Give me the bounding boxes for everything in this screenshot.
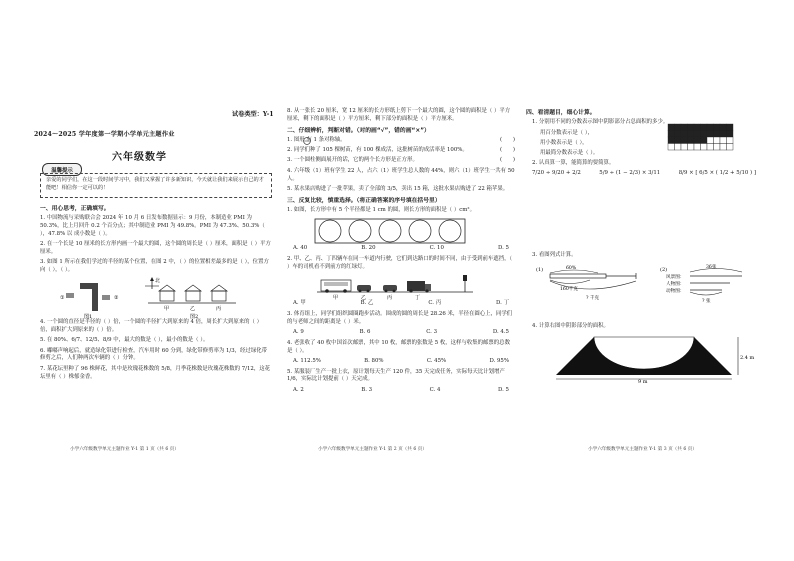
grid-cell [707, 143, 714, 150]
choice-5-options [287, 387, 515, 395]
exam-type: 试卷类型：Y-1 [232, 111, 274, 118]
choice-1-a[interactable]: A. 40 [293, 245, 308, 252]
trapezoid-semicircle-svg [526, 333, 766, 383]
grid-cell [694, 137, 701, 144]
grid-cell [668, 124, 675, 131]
judge-2-text: 2. 同学们种了 105 棵树苗，有 100 棵成活，这批树苗的成活率是 100%。 [287, 147, 468, 154]
calc-4: 4. 计算右图中阴影部分的面积。 [532, 322, 609, 329]
choice-5-a[interactable]: A. 2 [293, 386, 304, 393]
choice-1: 1. 如图，长方形中有 5 个半径都是 1 cm 的圆，则长方形的面积是（ ）cm²。 [287, 206, 475, 213]
section-4-title: 四、看清题目，细心计算。 [526, 110, 596, 116]
grid-cell [675, 137, 682, 144]
choice-3-c[interactable]: C. 3 [426, 328, 438, 335]
grid-cell [688, 130, 695, 137]
fig-caption-2: 图2 [190, 314, 199, 320]
calc-2-expr-2: 5/9 ÷ (1 − 2/3) × 3/11 [599, 170, 661, 177]
question-1-7: 7. 某花坛里种了 96 株鲜花，其中是玫瑰花株数的 5/8，月季花株数是玫瑰花株数的 7/12，这花坛里有（ ）株郁金香。 [40, 365, 271, 380]
choice-3-a[interactable]: A. 9 [293, 328, 304, 335]
choice-1-b[interactable]: B. 20 [361, 245, 376, 252]
choice-5-c[interactable]: C. 4 [429, 386, 441, 393]
exam-title: 2024～2025 学年度第一学期小学单元主题作业 [34, 131, 175, 138]
grid-cell [720, 124, 727, 131]
grid-cell [720, 143, 727, 150]
tip-badge: 温馨提示 [42, 163, 82, 176]
calc-2-exprs [526, 170, 766, 178]
choice-4-a[interactable]: A. 112.5% [293, 357, 321, 364]
grid-cell [675, 124, 682, 131]
choice-3-d[interactable]: D. 4.5 [492, 328, 509, 335]
q3b-label: (2) [660, 266, 668, 273]
figure-five-circles [287, 217, 515, 245]
figure-direction [40, 277, 272, 319]
page-1 [40, 202, 272, 384]
choice-3: 3. 体育组上，同学们组织圆圈跑步活动。围成的圆的周长是 28.26 米，半径在圆心上，同学们的与老师之间的距离是（ ）米。 [287, 310, 513, 325]
choice-4-d[interactable]: D. 95% [489, 357, 509, 364]
choice-1-c[interactable]: C. 10 [429, 245, 444, 252]
circle-symbol-icon [301, 137, 313, 145]
grid-cell [701, 137, 708, 144]
choice-2-b[interactable]: B. 乙 [360, 300, 374, 307]
figure-cars [287, 274, 515, 300]
choice-2-d[interactable]: D. 丁 [496, 300, 509, 307]
choice-5: 5. 某服装厂生产一批上衣，原计划每天生产 120 件，35 天完成任务，实际每天比计划增产 1/6，实际比计划提前（ ）天完成。 [287, 368, 505, 383]
calc-1-lines [526, 130, 666, 161]
grid-cell [714, 130, 721, 137]
north-label: 北 [155, 278, 161, 285]
q3b-row-1: 风景图： [666, 274, 685, 280]
choice-5-d[interactable]: D. 5 [497, 386, 509, 393]
grid-cell [681, 124, 688, 131]
question-1-1: 1. 中国物流与采购联合会 2024 年 10 月 6 日发布数据显示：9 月份，本制造业 PMI 为 50.3%，比上月回升 0.2 个百分点；其中制造业 PMI 为 49.8%。PMI 为 47.3%、50.3%（ ），47.8% 以 成小数是（ ）。 [40, 215, 265, 238]
choice-2-a[interactable]: A. 甲 [293, 300, 306, 307]
grid-cell [727, 130, 734, 137]
grid-cell [688, 124, 695, 131]
calc-1-line-1: 用百分数表示是（ ）， [540, 129, 593, 136]
grid-cell [675, 143, 682, 150]
judge-1-text: 1. 图形 有 1 条对称轴。 [287, 137, 346, 144]
calc-2: 2. 认真算一算，能简算的要简算。 [532, 160, 615, 167]
q3b-question: ? 张 [702, 298, 711, 303]
car-yi: 乙 [361, 295, 367, 301]
question-1-6: 6. 嘟嘟声响起后，就造绿化带进行检查，汽车用时 60 分到，绿化带修剪率为 1/3，经过绿化带修剪之后，人们种两次车辆的（ ）分钟。 [40, 347, 267, 362]
grid-cell [694, 130, 701, 137]
judge-3: 3. 一个圆柱侧面展开的话，它的两个长方形是正方形。 ( ) [287, 157, 515, 164]
grid-cell [681, 143, 688, 150]
calc-2-expr-3: 8/9 × [ 6/5 × ( 1/2 + 5/10 ) ] [678, 170, 756, 177]
grid-cell [688, 137, 695, 144]
choice-4: 4. 老张收了 40 枚中国首次邮票，其中 10 枚，邮票的张数是 5 枚，这样与收集的邮票的总数是（ ）。 [287, 339, 510, 354]
section-2-title: 二、仔细辨析，判断对错。（对的画“√”，错的画“×”） [287, 127, 430, 134]
grid-cell [668, 137, 675, 144]
grid-cell [707, 130, 714, 137]
dim-base: 9 m [638, 378, 648, 383]
tip-box: 亲爱的同学们，在这一段时间学习中，我们又掌握了许多新知识，今天就让我们来展示自己的才能吧！相信你一定可以的！ [40, 173, 272, 198]
figure-trapezoid [526, 333, 766, 383]
five-circles-svg [287, 217, 515, 245]
grid-shading-figure [666, 122, 736, 152]
grid-cell [727, 143, 734, 150]
question-1-5: 5. 在 80%、6/7、12/5、8/9 中，最大的数是（ ），最小的数是（ ）。 [40, 337, 209, 344]
figure-line-segments [526, 263, 766, 303]
footer-page-3: 小学六年级数学单元主题作业 Y-1 第 3 页（共 6 页） [588, 447, 697, 452]
choice-5-b[interactable]: B. 3 [361, 386, 373, 393]
grid-cell [668, 143, 675, 150]
judge-2: 2. 同学们种了 105 棵树苗，有 100 棵成活，这批树苗的成活率是 100%。 ( ) [287, 147, 515, 154]
page-2 [287, 108, 515, 398]
choice-2-options [287, 300, 515, 308]
grid-cell [694, 143, 701, 150]
grid-cell [675, 130, 682, 137]
grid-cell [701, 124, 708, 131]
question-1-4: 4. 一个圆的直径是半径的（ ）倍，一个圆的半径扩大到原来的 4 倍，周长扩大到原来的（ ）倍，面积扩大到原来的（ ）倍。 [40, 319, 262, 334]
cars-svg [287, 274, 515, 300]
house-jia: 甲 [164, 306, 170, 313]
q3a-pct: 60% [566, 265, 577, 271]
grid-cell [727, 137, 734, 144]
dim-height: 2.4 m [740, 354, 755, 361]
calc-1-line-2: 用小数表示是（ ）， [540, 139, 588, 146]
calc-2-expr-1: 7/20 ÷ 9/20 + 2/2 [532, 170, 581, 177]
choice-2: 2. 甲、乙、丙、丁四辆车在同一车道内行驶，它们到达路口的时间不同，由于受到前车遮挡，（ ）车的司机看不到前方的红绿灯。 [287, 256, 513, 270]
question-1-3: 3. 如图 1 所示在我们学过的半径的某个位置，在图 2 中，（ ）的位置相差最多的是（ ），位置方向（ ），（ ）。 [40, 259, 269, 274]
grid-cell [707, 124, 714, 131]
judge-1: 1. 图形 有 1 条对称轴。 ( ) [287, 137, 515, 144]
calc-1: 1. 分别用不同的分数表示图中阴影部分占总面积的多少。 [532, 119, 669, 126]
choice-3-options [287, 329, 515, 337]
judge-4: 4. 六年级（1）班有学生 22 人，占六（1）班学生总人数的 44%，则六（1）班学生一共有 50 人。 [287, 167, 515, 182]
calc-1-body [526, 130, 766, 161]
grid-cell [681, 137, 688, 144]
car-jia: 甲 [333, 295, 339, 301]
grid-cell [707, 137, 714, 144]
calc-1-line-3: 用最简分数表示是（ ）。 [540, 150, 599, 157]
choice-4-c[interactable]: C. 45% [426, 357, 447, 364]
q3a-label: (1) [536, 266, 544, 273]
grid-cell [720, 137, 727, 144]
house-yi: 乙 [190, 306, 196, 313]
grid-cell [668, 130, 675, 137]
q3b-total: 36张 [706, 264, 717, 270]
fig-caption-1: 图1 [84, 314, 93, 320]
grid-cell [688, 143, 695, 150]
grid-cell [681, 130, 688, 137]
grid-cell [701, 130, 708, 137]
choice-2-c[interactable]: C. 丙 [428, 300, 442, 307]
footer-page-1: 小学六年级数学单元主题作业 Y-1 第 1 页（共 6 页） [70, 447, 179, 452]
fig-label-1: ① [60, 295, 65, 302]
choice-4-options [287, 358, 515, 366]
fig-label-2: ② [114, 295, 119, 302]
section-3-title: 三、反复比较，慎重选择。（将正确答案的序号填在括号里） [287, 197, 441, 204]
grid-cell [720, 130, 727, 137]
section-1-title: 一、用心思考，正确填写。 [40, 206, 110, 212]
direction-figure-svg [40, 277, 272, 319]
choice-4-b[interactable]: B. 80% [364, 357, 384, 364]
grid-cell [714, 124, 721, 131]
page-3 [526, 106, 766, 383]
judge-5: 5. 某水果店购进了一批苹果，卖了全部的 3/5，卖出 15 箱，这批水果店购进了 22 箱苹果。 [287, 185, 509, 192]
grid-cell [714, 143, 721, 150]
q3b-row-3: 动物图： [666, 288, 685, 294]
q3a-bottom: 160千克 [560, 286, 578, 292]
question-1-2: 2. 在一个长是 10 厘米的长方形内画一个最大的圆，这个圆的周长是（ ）厘米，面积是（ ）平方厘米。 [40, 241, 271, 256]
judge-3-text: 3. 一个圆柱侧面展开的话，它的两个长方形是正方形。 [287, 157, 418, 164]
car-ding: 丁 [415, 295, 421, 301]
exam-subject: 六年级数学 [112, 152, 167, 163]
grid-cell [694, 124, 701, 131]
calc-3: 3. 看图列式计算。 [532, 252, 577, 259]
choice-3-b[interactable]: B. 6 [359, 328, 371, 335]
q3b-row-2: 人物图： [666, 281, 685, 287]
line-segment-svg [526, 263, 766, 303]
grid-cell [714, 137, 721, 144]
car-bing: 丙 [387, 295, 393, 301]
grid-cell [701, 143, 708, 150]
footer-page-2: 小学六年级数学单元主题作业 Y-1 第 2 页（共 6 页） [318, 447, 427, 452]
q3a-question: ? 千克 [586, 295, 600, 301]
choice-1-options [287, 245, 515, 253]
house-bing: 丙 [216, 306, 222, 313]
grid-cell [727, 124, 734, 131]
choice-1-d[interactable]: D. 5 [497, 245, 509, 252]
question-1-8: 8. 从一张长 20 厘米，宽 12 厘米的长方形纸上剪下一个最大的圆，这个圆的面积是（ ）平方厘米，剩下的面积是（ ）平方厘米，剩下部分的面积是（ ）平方厘米。 [287, 108, 511, 122]
